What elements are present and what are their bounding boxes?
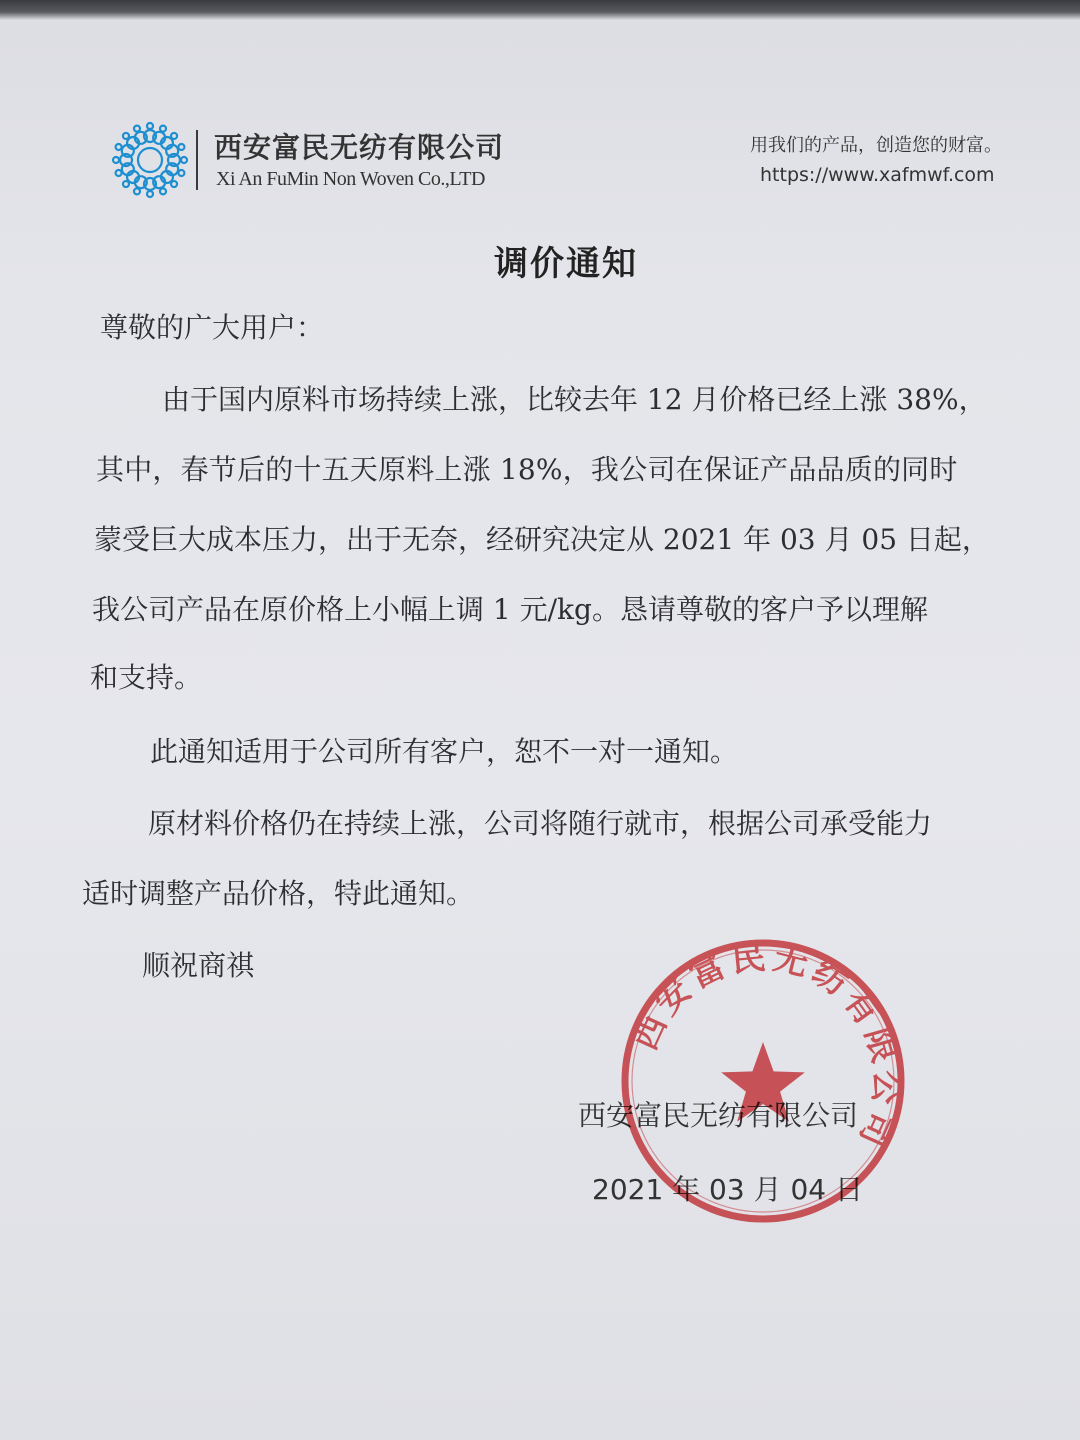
paragraph-line: 其中，春节后的十五天原料上涨 18%，我公司在保证产品品质的同时 [96,453,958,486]
logo-petal-tip [116,144,122,150]
logo-petal-tip [116,170,122,176]
logo-petal-tip [134,126,140,132]
logo-petal-tip [160,188,166,194]
logo-petal-tip [178,144,184,150]
top-edge-shadow [0,0,1080,20]
closing-remark: 顺祝商祺 [142,949,255,982]
paragraph-2: 此通知适用于公司所有客户，恕不一对一通知。 [150,735,739,768]
logo-petal-tip [160,126,166,132]
logo-petal-tip [113,157,119,163]
logo-petal-tip [181,157,187,163]
flower-logo-icon [110,120,190,200]
greeting: 尊敬的广大用户： [100,311,325,344]
paragraph-line: 蒙受巨大成本压力，出于无奈，经研究决定从 2021 年 03 月 05 日起， [94,523,990,556]
logo-petal-tip [171,181,177,187]
logo-petal-tip [134,188,140,194]
logo-divider [196,130,198,190]
svg-text:西安富民无纺有限公司 [625,937,907,1157]
logo-petal-tip [171,133,177,139]
logo-petal-tip [123,133,129,139]
logo-petal-tip [178,170,184,176]
paragraph-line: 和支持。 [90,661,203,694]
paragraph-line: 由于国内原料市场持续上涨，比较去年 12 月价格已经上涨 38%， [162,383,987,416]
signature-company: 西安富民无纺有限公司 [578,1099,859,1132]
paragraph-line: 原材料价格仍在持续上涨，公司将随行就市，根据公司承受能力 [148,807,933,840]
company-name-en: Xi An FuMin Non Woven Co.,LTD [216,168,485,190]
signature-date: 2021 年 03 月 04 日 [592,1173,864,1206]
logo-petal-tip [123,181,129,187]
paragraph-line: 适时调整产品价格，特此通知。 [82,877,475,910]
seal-text: 西安富民无纺有限公司 [624,936,908,1158]
logo-petal-tip [147,123,153,129]
company-slogan: 用我们的产品，创造您的财富。 [750,135,1002,156]
star-seal-icon [618,936,908,1226]
paragraph-line: 我公司产品在原价格上小幅上调 1 元/kg。恳请尊敬的客户予以理解 [92,593,928,626]
seal-star [721,1042,805,1122]
notice-title: 调价通知 [494,244,638,284]
company-website: https://www.xafmwf.com [760,164,995,186]
company-name-cn: 西安富民无纺有限公司 [214,131,505,164]
logo-petal-tip [147,191,153,197]
